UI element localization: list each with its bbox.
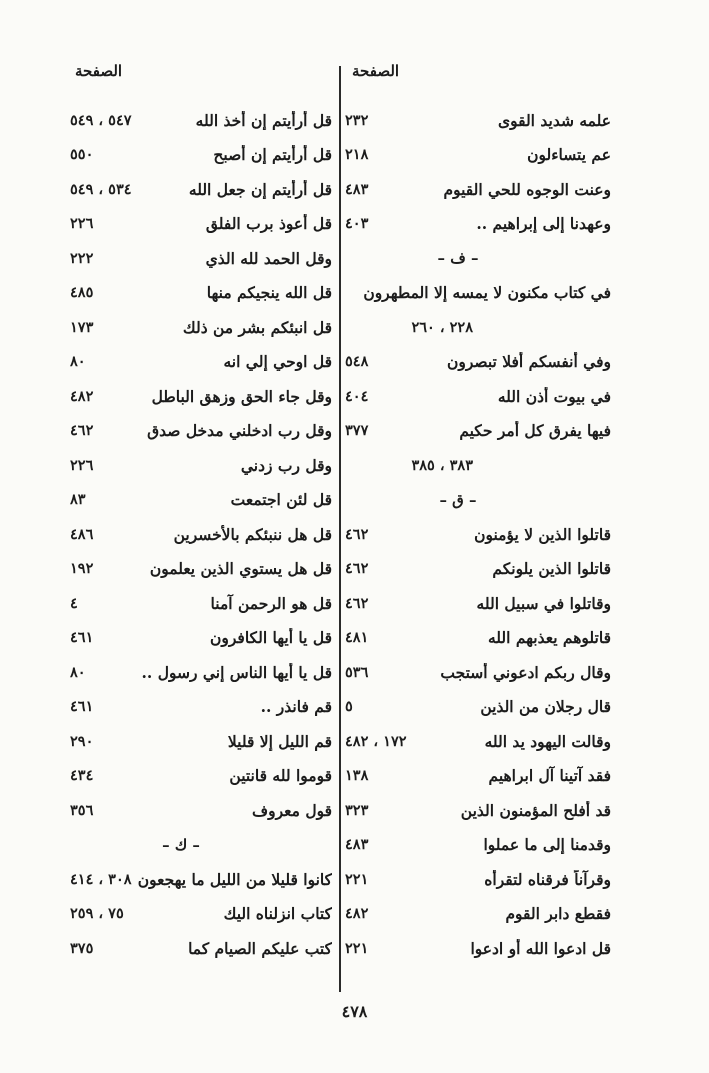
- index-entry: [345, 828, 611, 863]
- index-entry: [345, 690, 611, 725]
- entry-text: قاتلوهم يعذبهم الله: [487, 628, 611, 648]
- index-entry: [345, 207, 611, 242]
- index-entry: [345, 517, 611, 552]
- entry-pages: ٤٨١: [345, 629, 369, 647]
- index-entry: [70, 586, 332, 621]
- entry-pages: ١٧٢ ، ٤٨٢: [345, 732, 407, 750]
- entry-pages: ٤: [70, 594, 78, 612]
- index-entry: [345, 793, 611, 828]
- index-entry: [70, 793, 332, 828]
- entry-text: قال رجلان من الذين: [480, 697, 611, 717]
- entry-pages: ٢١٨: [345, 146, 369, 164]
- entry-text: كانوا قليلا من الليل ما يهجعون: [137, 869, 332, 889]
- entry-text: قل لئن اجتمعت: [230, 490, 332, 510]
- entry-text: قل هل ننبئكم بالأخسرين: [173, 524, 332, 544]
- entry-text: قل هو الرحمن آمنا: [210, 593, 332, 613]
- entry-text: قل أعوذ برب الفلق: [205, 214, 332, 234]
- index-entry: [345, 172, 611, 207]
- entry-text: في بيوت أذن الله: [497, 386, 611, 406]
- entry-text: قل ادعوا الله أو ادعوا: [470, 938, 611, 958]
- entry-pages: ١٩٢: [70, 560, 94, 578]
- entry-pages: ٤٦١: [70, 629, 94, 647]
- entry-text: كتاب انزلناه اليك: [223, 904, 332, 924]
- index-entry: [70, 759, 332, 794]
- index-entry: [345, 103, 611, 138]
- entry-text: وعهدنا إلى إبراهيم ..: [476, 214, 611, 234]
- index-entry: [70, 552, 332, 587]
- index-entry: [345, 414, 611, 449]
- index-entry: [70, 345, 332, 380]
- entry-pages: ٤٠٤: [345, 387, 369, 405]
- entry-pages: ٤٨٣: [345, 180, 369, 198]
- index-entry: [70, 379, 332, 414]
- entry-text: قل أرأيتم إن جعل الله: [188, 179, 332, 199]
- entry-pages: ٤٨٢: [345, 905, 369, 923]
- entry-text: وقال ربكم ادعوني أستجب: [440, 662, 611, 682]
- entry-text: قل هل يستوي الذين يعلمون: [149, 559, 332, 579]
- entry-text: في كتاب مكنون لا يمسه إلا المطهرون: [363, 283, 611, 303]
- entry-text: وعنت الوجوه للحي القيوم: [443, 179, 611, 199]
- entry-pages: ٢٢٦: [70, 456, 94, 474]
- index-entry: [70, 310, 332, 345]
- entry-pages: ٥٣٦: [345, 663, 369, 681]
- entry-text: وفي أنفسكم أفلا تبصرون: [447, 352, 611, 372]
- entry-pages: ٣٧٥: [70, 939, 94, 957]
- index-entry: [345, 862, 611, 897]
- entry-pages: ٣٠٨ ، ٤١٤: [70, 870, 132, 888]
- right-index-column: [345, 103, 611, 966]
- entry-pages: ٣٨٣ ، ٣٨٥: [411, 456, 473, 474]
- index-entry: [70, 448, 332, 483]
- entry-pages: ٣٧٧: [345, 422, 369, 440]
- index-entry: [345, 345, 611, 380]
- entry-text: قل أرأيتم إن أصبح: [213, 145, 332, 165]
- entry-pages: ٢٢١: [345, 939, 369, 957]
- left-index-column: [70, 103, 332, 966]
- entry-pages: ٤٦١: [70, 698, 94, 716]
- entry-text: قل الله ينجيكم منها: [206, 283, 332, 303]
- index-entry-continuation: [345, 310, 611, 345]
- index-entry: [345, 138, 611, 173]
- section-heading: [70, 828, 332, 863]
- entry-text: فقطع دابر القوم: [505, 904, 611, 924]
- entry-pages: ٤٦٢: [345, 525, 369, 543]
- entry-pages: ٨٣: [70, 491, 86, 509]
- index-entry: [70, 103, 332, 138]
- entry-text: وقدمنا إلى ما عملوا: [483, 835, 611, 855]
- index-entry: [70, 276, 332, 311]
- index-entry: [70, 241, 332, 276]
- entry-pages: ٤٦٢: [70, 422, 94, 440]
- index-entry: [345, 621, 611, 656]
- entry-text: قم فانذر ..: [260, 697, 332, 717]
- index-entry: [70, 690, 332, 725]
- left-column-header: الصفحة: [75, 62, 123, 80]
- entry-text: قم الليل إلا قليلا: [227, 731, 332, 751]
- entry-pages: ٨٠: [70, 663, 86, 681]
- entry-pages: ٧٥ ، ٢٥٩: [70, 905, 124, 923]
- index-entry: [70, 931, 332, 966]
- entry-text: وقاتلوا في سبيل الله: [476, 593, 611, 613]
- index-entry: [345, 552, 611, 587]
- index-entry: [345, 724, 611, 759]
- entry-pages: ٥٥٠: [70, 146, 94, 164]
- index-entry: [70, 655, 332, 690]
- entry-text: قل يا أيها الناس إني رسول ..: [141, 662, 332, 682]
- entry-pages: ٢٢٢: [70, 249, 94, 267]
- entry-text: وقالت اليهود يد الله: [484, 731, 611, 751]
- entry-pages: ٤٣٤: [70, 767, 94, 785]
- right-column-header: الصفحة: [352, 62, 400, 80]
- entry-text: وقل رب زدني: [240, 455, 332, 475]
- entry-text: قاتلوا الذين لا يؤمنون: [474, 524, 611, 544]
- index-entry: [345, 931, 611, 966]
- entry-pages: ٥٤٧ ، ٥٤٩: [70, 111, 132, 129]
- entry-text: وقل الحمد لله الذي: [205, 248, 332, 268]
- entry-pages: ٣٢٣: [345, 801, 369, 819]
- entry-pages: ٤٠٣: [345, 215, 369, 233]
- index-entry: [70, 207, 332, 242]
- entry-text: قل اوحي إلي انه: [223, 352, 332, 372]
- entry-pages: ٢٢٨ ، ٢٦٠: [411, 318, 473, 336]
- entry-text: قد أفلح المؤمنون الذين: [460, 800, 611, 820]
- index-entry: [70, 414, 332, 449]
- entry-text: فقد آتينا آل ابراهيم: [488, 766, 611, 786]
- section-letter: – ف –: [437, 249, 479, 268]
- entry-text: قاتلوا الذين يلونكم: [492, 559, 611, 579]
- entry-pages: ٢٩٠: [70, 732, 94, 750]
- entry-text: قل يا أيها الكافرون: [209, 628, 332, 648]
- page-number: ٤٧٨: [341, 1002, 368, 1021]
- entry-pages: ٤٨٥: [70, 284, 94, 302]
- index-entry: [70, 621, 332, 656]
- entry-text: وقل رب ادخلني مدخل صدق: [147, 421, 332, 441]
- index-entry: [345, 276, 611, 311]
- entry-text: وقل جاء الحق وزهق الباطل: [151, 386, 332, 406]
- entry-pages: ٢٢٦: [70, 215, 94, 233]
- column-divider: [339, 66, 341, 992]
- section-letter: – ك –: [162, 835, 200, 854]
- entry-text: قوموا لله قانتين: [229, 766, 332, 786]
- entry-pages: ٥٣٤ ، ٥٤٩: [70, 180, 132, 198]
- index-entry: [70, 862, 332, 897]
- entry-text: قل انبئكم بشر من ذلك: [182, 317, 332, 337]
- index-entry-continuation: [345, 448, 611, 483]
- index-entry: [345, 586, 611, 621]
- entry-text: فيها يفرق كل أمر حكيم: [459, 421, 611, 441]
- entry-pages: ١٧٣: [70, 318, 94, 336]
- entry-pages: ٥: [345, 698, 353, 716]
- entry-pages: ٢٣٢: [345, 111, 369, 129]
- index-entry: [345, 379, 611, 414]
- entry-pages: ٨٠: [70, 353, 86, 371]
- entry-text: وقرآناً فرقناه لتقرأه: [484, 869, 611, 889]
- entry-pages: ٢٢١: [345, 870, 369, 888]
- entry-text: عم يتساءلون: [527, 145, 611, 165]
- entry-pages: ٣٥٦: [70, 801, 94, 819]
- index-entry: [70, 138, 332, 173]
- section-heading: [345, 241, 611, 276]
- entry-text: قل أرأيتم إن أخذ الله: [195, 110, 332, 130]
- index-entry: [345, 655, 611, 690]
- entry-pages: ٤٨٦: [70, 525, 94, 543]
- entry-pages: ٥٤٨: [345, 353, 369, 371]
- index-entry: [70, 483, 332, 518]
- entry-text: علمه شديد القوى: [497, 110, 611, 130]
- index-entry: [70, 172, 332, 207]
- index-entry: [70, 517, 332, 552]
- index-entry: [345, 759, 611, 794]
- entry-pages: ٤٨٢: [70, 387, 94, 405]
- section-heading: [345, 483, 611, 518]
- section-letter: – ق –: [439, 490, 477, 509]
- index-entry: [70, 897, 332, 932]
- entry-pages: ١٣٨: [345, 767, 369, 785]
- entry-text: كتب عليكم الصيام كما: [188, 938, 332, 958]
- entry-text: قول معروف: [252, 800, 332, 820]
- entry-pages: ٤٦٢: [345, 560, 369, 578]
- index-entry: [70, 724, 332, 759]
- entry-pages: ٤٦٢: [345, 594, 369, 612]
- index-entry: [345, 897, 611, 932]
- entry-pages: ٤٨٣: [345, 836, 369, 854]
